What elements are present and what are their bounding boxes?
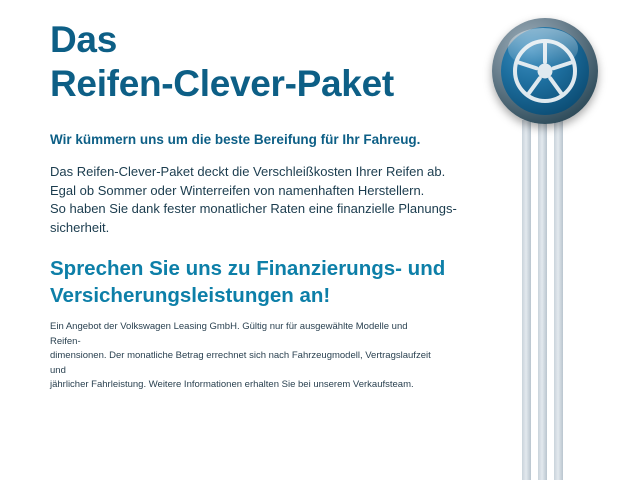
legal-disclaimer bbox=[50, 320, 440, 393]
body-line-2: Egal ob Sommer oder Winterreifen von namenhaften Herstellern. bbox=[50, 182, 425, 198]
decorative-stripes bbox=[516, 120, 572, 480]
legal-line-2: dimensionen. Der monatliche Betrag errechnet sich nach Fahrzeugmodell, Vertragslaufzeit und bbox=[50, 350, 431, 376]
call-to-action bbox=[50, 255, 490, 309]
stripe-2 bbox=[538, 120, 547, 480]
body-copy bbox=[50, 163, 470, 237]
cta-line-2: Versicherungsleistungen an! bbox=[50, 284, 331, 307]
alloy-wheel-icon bbox=[492, 18, 598, 124]
wheel-spokes-icon bbox=[492, 18, 598, 124]
cta-line-1: Sprechen Sie uns zu Finanzierungs- und bbox=[50, 257, 446, 280]
legal-line-3: jährlicher Fahrleistung. Weitere Informationen erhalten Sie bei unserem Verkaufsteam. bbox=[50, 379, 414, 390]
body-line-4: sicherheit. bbox=[50, 219, 110, 235]
page-title-line-1: Das bbox=[50, 19, 117, 60]
page-title bbox=[50, 18, 480, 106]
stripe-1 bbox=[522, 120, 531, 480]
subtitle: Wir kümmern uns um die beste Bereifung für Ihr Fahreug. bbox=[50, 132, 421, 147]
legal-line-1: Ein Angebot der Volkswagen Leasing GmbH. Gültig nur für ausgewählte Modelle und Reifen- bbox=[50, 321, 408, 347]
body-line-1: Das Reifen-Clever-Paket deckt die Verschleißkosten Ihrer Reifen ab. bbox=[50, 164, 446, 179]
stripe-3 bbox=[554, 120, 563, 480]
page-title-line-2: Reifen-Clever-Paket bbox=[50, 63, 394, 104]
body-line-3: So haben Sie dank fester monatlicher Raten eine finanzielle Planungs- bbox=[50, 201, 457, 216]
